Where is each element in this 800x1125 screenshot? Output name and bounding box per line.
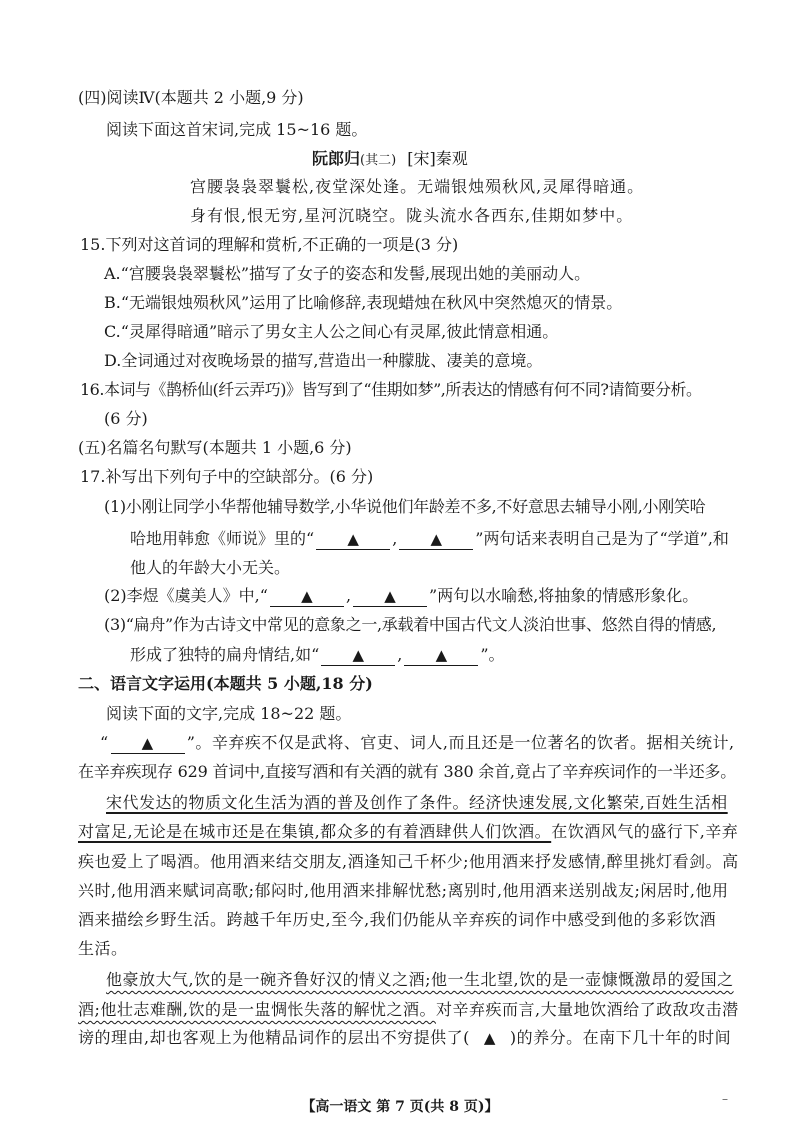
part-2-heading: 二、语言文字运用(本题共 5 小题,18 分)	[78, 674, 373, 693]
fill-blank[interactable]	[399, 529, 473, 550]
fill-blank[interactable]	[270, 586, 344, 607]
question-16-stem: 16.本词与《鹊桥仙(纤云弄巧)》皆写到了“佳期如梦”,所表达的情感有何不同?请简要分析。	[80, 380, 702, 399]
text: ”。辛弃疾不仅是武将、官吏、词人,而且还是一位著名的饮者。据相关统计,	[186, 733, 735, 752]
triangle-icon: ▲	[430, 530, 443, 548]
text: 在饮酒风气的盛行下,辛弃	[551, 822, 739, 841]
fill-blank[interactable]	[404, 645, 478, 666]
passage-line: 生活。	[78, 939, 128, 958]
option-d: D.全词通过对夜晚场景的描写,营造出一种朦胧、凄美的意境。	[104, 351, 543, 370]
passage-line	[78, 1026, 731, 1050]
passage-line: 疾也爱上了喝酒。他用酒来结交朋友,酒逢知己千杯少;他用酒来抒发感情,醉里挑灯看剑。高	[78, 852, 739, 871]
text: “	[100, 733, 109, 752]
question-16-score: (6 分)	[104, 409, 148, 428]
poem-author: [宋]秦观	[407, 149, 468, 168]
poem-header	[312, 147, 468, 173]
text: ”两句以水喻愁,将抽象的情感形象化。	[429, 586, 699, 605]
underlined-sentence: 宋代发达的物质文化生活为酒的普及创作了条件。经济快速发展,文化繁荣,百姓生活相	[106, 793, 728, 812]
passage-line	[100, 731, 735, 755]
text: 对辛弃疾而言,大量地饮酒给了政敌攻击潜	[435, 1000, 739, 1019]
text: ”两句话来表明自己是为了“学道”,和	[475, 529, 729, 548]
comma: ,	[397, 645, 403, 664]
poem-line: 身有恨,恨无穷,星河沉晓空。陇头流水各西东,佳期如梦中。	[190, 206, 634, 225]
triangle-icon: ▲	[483, 1029, 496, 1047]
text: 谤的理由,却也客观上为他精品词作的层出不穷提供了(	[78, 1028, 470, 1047]
page-footer: 【高一语文 第 7 页(共 8 页)】	[301, 1099, 499, 1115]
question-17-part3-line	[130, 643, 505, 667]
fill-blank[interactable]	[111, 733, 185, 754]
poem-line: 宫腰袅袅翠鬟松,夜堂深处逢。无端银烛殒秋风,灵犀得暗通。	[190, 177, 645, 196]
question-17-part1-line: (1)小刚让同学小华帮他辅导数学,小华说他们年龄差不多,不好意思去辅导小刚,小刚笑哈	[104, 497, 706, 516]
triangle-icon: ▲	[352, 646, 365, 664]
text: ”。	[480, 645, 505, 664]
question-17-part1-line: 他人的年龄大小无关。	[130, 558, 291, 577]
fill-blank[interactable]	[353, 586, 427, 607]
triangle-icon: ▲	[301, 587, 313, 605]
wavy-underlined-sentence: 酒;他壮志难酬,饮的是一盅惆怅失落的解忧之酒。	[78, 1000, 436, 1019]
question-17-part3-line: (3)“扁舟”作为古诗文中常见的意象之一,承载着中国古代文人淡泊世事、悠然自得的情感,	[104, 615, 717, 634]
option-b: B.“无端银烛殒秋风”运用了比喻修辞,表现蜡烛在秋风中突然熄灭的情景。	[104, 293, 623, 312]
underlined-sentence: 对富足,无论是在城市还是在集镇,都众多的有着酒肆供人们饮酒。	[78, 822, 552, 841]
passage-line: 在辛弃疾现存 629 首词中,直接写酒和有关酒的就有 380 余首,竟占了辛弃疾词作的一半还多。	[78, 762, 736, 781]
text: )的养分。在南下几十年的时间	[509, 1028, 732, 1047]
text: (2)李煜《虞美人》中,“	[104, 586, 268, 605]
triangle-icon: ▲	[384, 587, 396, 605]
part-2-instruction: 阅读下面的文字,完成 18~22 题。	[106, 704, 352, 723]
fill-blank[interactable]	[470, 1026, 510, 1050]
corner-mark: –	[722, 1092, 728, 1106]
poem-title: 阮郎归	[312, 149, 361, 168]
section-heading-4: (四)阅读Ⅳ(本题共 2 小题,9 分)	[78, 88, 304, 107]
section-instruction: 阅读下面这首宋词,完成 15~16 题。	[106, 120, 368, 139]
comma: ,	[392, 529, 398, 548]
passage-line	[78, 998, 739, 1022]
question-15-stem: 15.下列对这首词的理解和赏析,不正确的一项是(3 分)	[80, 235, 459, 254]
fill-blank[interactable]	[321, 645, 395, 666]
triangle-icon: ▲	[347, 530, 359, 548]
triangle-icon: ▲	[435, 646, 448, 664]
question-17-part2	[104, 584, 698, 608]
option-a: A.“宫腰袅袅翠鬟松”描写了女子的姿态和发髻,展现出她的美丽动人。	[104, 264, 591, 283]
passage-line: 兴时,他用酒来赋词高歌;郁闷时,他用酒来排解忧愁;离别时,他用酒来送别战友;闲居时,他用	[78, 881, 729, 900]
poem-subtitle: (其二)	[360, 153, 397, 168]
fill-blank[interactable]	[316, 529, 390, 550]
passage-line	[78, 820, 738, 844]
triangle-icon: ▲	[141, 734, 154, 752]
passage-line: 酒来描绘乡野生活。跨越千年历史,至今,我们仍能从辛弃疾的词作中感受到他的多彩饮酒	[78, 910, 717, 929]
wavy-underlined-sentence: 他豪放大气,饮的是一碗齐鲁好汉的情义之酒;他一生北望,饮的是一壶慷慨激昂的爱国之	[106, 970, 734, 989]
comma: ,	[345, 586, 352, 605]
question-17-stem: 17.补写出下列句子中的空缺部分。(6 分)	[80, 467, 374, 486]
text: 形成了独特的扁舟情结,如“	[130, 645, 320, 664]
option-c: C.“灵犀得暗通”暗示了男女主人公之间心有灵犀,彼此情意相通。	[104, 322, 559, 341]
question-17-part1-line	[130, 527, 729, 551]
section-heading-5: (五)名篇名句默写(本题共 1 小题,6 分)	[78, 438, 352, 457]
text: 哈地用韩愈《师说》里的“	[130, 529, 315, 548]
